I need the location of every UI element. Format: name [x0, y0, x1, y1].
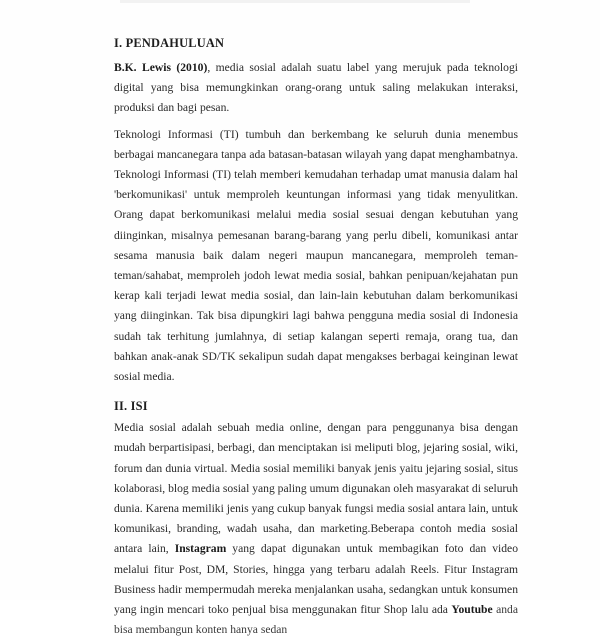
bold-youtube: Youtube [451, 603, 493, 617]
section-heading-isi: II. ISI [114, 399, 148, 414]
isi-text-before: Media sosial adalah sebuah media online, dengan para penggunanya bisa dengan mudah berpartisipasi, berbagi, dan menciptakan isi meliputi blog, jejaring sosial, wiki, forum dan dunia virtual. Media sosial memiliki banyak jenis yaitu jejaring sosial, situs kolaborasi, blog media sosial yang paling umum digunakan oleh masyarakat di seluruh dunia. Karena memiliki jenis yang cukup banyak fungsi media sosial antara lain, untuk komunikasi, branding, wadah usaha, dan marketing.Beberapa contoh media sosial antara lain, [114, 421, 518, 556]
citation-author: B.K. Lewis (2010) [114, 61, 208, 74]
bold-instagram: Instagram [174, 542, 227, 556]
paragraph-definition [114, 58, 518, 119]
paragraph-isi [114, 418, 518, 640]
isi-text-after: anda bisa membangun konten hanya sedan [114, 603, 518, 637]
paragraph-ti: Teknologi Informasi (TI) tumbuh dan berkembang ke seluruh dunia menembus berbagai mancanegara tanpa ada batasan-batasan wilayah yang dapat menghambatnya. Teknologi Informasi (TI) telah memberi kemudahan terhadap umat manusia dalam hal 'berkomunikasi' untuk memproleh keuntungan informasi yang tidak menyulitkan. Orang dapat berkomunikasi melalui media sosial sesuai dengan kebutuhan yang diinginkan, misalnya pemesanan barang-barang yang perlu dibeli, komunikasi antar sesama manusia baik dalam negeri maupun mancanegara, memproleh teman-teman/sahabat, memproleh jodoh lewat media sosial, bahkan penipuan/kejahatan pun kerap kali terjadi lewat media sosial, dan lain-lain kebutuhan dalam berkomunikasi yang diinginkan. Tak bisa dipungkiri lagi bahwa pengguna media sosial di Indonesia sudah tak terhitung jumlahnya, di setiap kalangan seperti remaja, orang tua, dan bahkan anak-anak SD/TK sekalipun sudah dapat mengakses berbagai keinginan lewat sosial media. [114, 127, 518, 384]
document-body [114, 33, 518, 640]
isi-text-middle: yang dapat digunakan untuk membagikan foto dan video melalui fitur Post, DM, Stories, hingga yang terbaru adalah Reels. Fitur Instagram Business hadir mempermudah mereka menjalankan usaha, sedangkan untuk konsumen yang ingin mencari toko penjual bisa menggunakan fitur Shop lalu ada [114, 542, 518, 617]
section-heading-pendahuluan: I. PENDAHULUAN [114, 36, 225, 50]
definition-text: , media sosial adalah suatu label yang merujuk pada teknologi digital yang bisa memungkinkan orang-orang untuk saling melakukan interaksi, produksi dan bagi pesan. [114, 61, 518, 115]
header-remnant [120, 0, 470, 3]
